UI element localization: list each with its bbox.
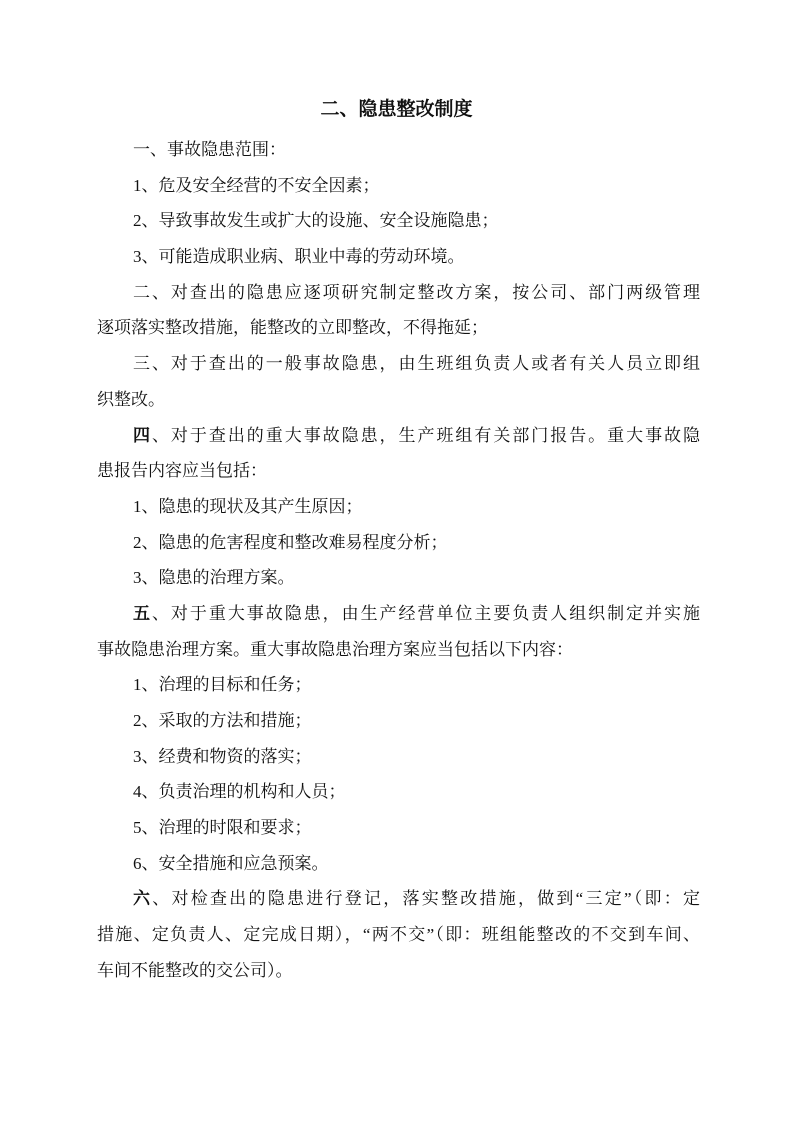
paragraph-line (97, 453, 700, 489)
line-text: 4、负责治理的机构和人员； (133, 782, 346, 802)
paragraph-line (97, 203, 700, 239)
line-text: 1、治理的目标和任务； (133, 675, 312, 695)
line-text: 三、对于查出的一般事故隐患，由生班组负责人或者有关人员立即组 (133, 354, 700, 374)
paragraph-line (97, 917, 700, 953)
document-title: 二、隐患整改制度 (320, 99, 473, 120)
section-number: 六 (133, 889, 153, 909)
paragraph-line (97, 953, 700, 989)
paragraph-line (97, 632, 700, 668)
section-number: 四 (133, 425, 152, 445)
paragraph-line (97, 560, 700, 596)
paragraph-line (97, 774, 700, 810)
line-text: 、对于重大事故隐患，由生产经营单位主要负责人组织制定并实施 (151, 603, 701, 623)
line-text: 患报告内容应当包括： (97, 461, 267, 481)
line-text: 、对于查出的重大事故隐患，生产班组有关部门报告。重大事故隐 (151, 425, 701, 445)
line-text: 1、危及安全经营的不安全因素； (133, 175, 380, 195)
paragraph-line (97, 489, 700, 525)
paragraph-line (97, 739, 700, 775)
paragraph-line (97, 239, 700, 275)
document-body (97, 132, 700, 989)
paragraph-line (97, 382, 700, 418)
line-text: 2、采取的方法和措施； (133, 711, 312, 730)
line-text: 3、经费和物资的落实； (133, 746, 312, 766)
paragraph-line (97, 810, 700, 846)
line-text: 事故隐患治理方案。重大事故隐患治理方案应当包括以下内容： (97, 639, 573, 659)
paragraph-line (97, 168, 700, 204)
line-text: 织整改。 (97, 389, 165, 409)
line-text: 二、对查出的隐患应逐项研究制定整改方案，按公司、部门两级管理 (133, 282, 700, 302)
line-text: 逐项落实整改措施，能整改的立即整改，不得拖延； (97, 318, 488, 338)
line-text: 、对检查出的隐患进行登记，落实整改措施，做到“三定”（即：定 (152, 889, 700, 909)
line-text: 2、导致事故发生或扩大的设施、安全设施隐患； (133, 211, 499, 231)
paragraph-line (97, 846, 700, 882)
line-text: 1、隐患的现状及其产生原因； (133, 496, 363, 516)
paragraph-line (97, 667, 700, 703)
line-text: 2、隐患的危害程度和整改难易程度分析； (133, 532, 448, 552)
paragraph-line (97, 132, 700, 168)
paragraph-line (97, 596, 700, 632)
line-text: 5、治理的时限和要求； (133, 818, 312, 838)
paragraph-line (97, 525, 700, 561)
line-text: 车间不能整改的交公司）。 (97, 960, 293, 980)
paragraph-line (97, 418, 700, 454)
section-number: 五 (133, 603, 152, 623)
line-text: 一、事故隐患范围： (133, 140, 286, 159)
line-text: 6、安全措施和应急预案。 (133, 853, 329, 873)
paragraph-line (97, 310, 700, 346)
line-text: 3、可能造成职业病、职业中毒的劳动环境。 (133, 247, 465, 267)
paragraph-line (97, 703, 700, 739)
paragraph-line (97, 346, 700, 382)
paragraph-line (97, 275, 700, 311)
paragraph-line (97, 881, 700, 917)
line-text: 措施、定负责人、定完成日期），“两不交”（即：班组能整改的不交到车间、 (97, 925, 700, 945)
line-text: 3、隐患的治理方案。 (133, 568, 295, 588)
